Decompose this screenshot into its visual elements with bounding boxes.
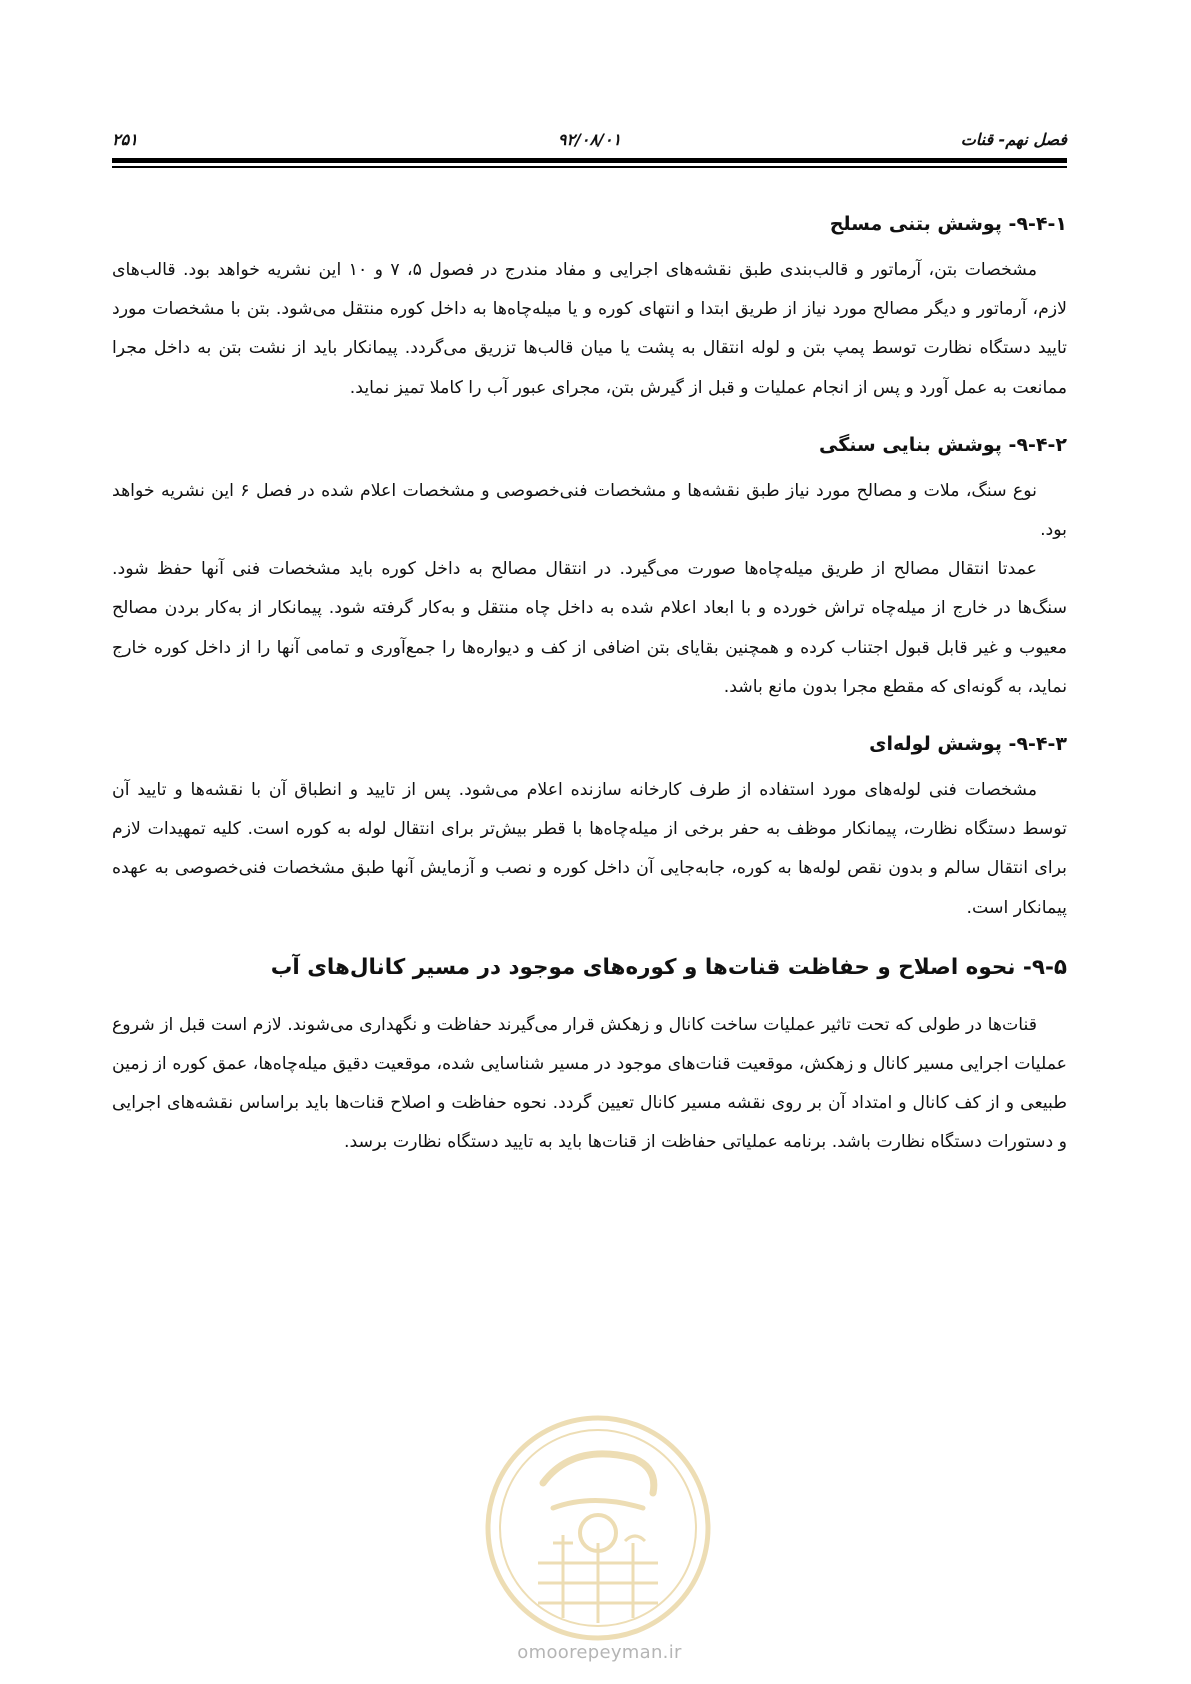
watermark-site-url: omoorepeyman.ir: [517, 1642, 682, 1663]
paragraph: مشخصات فنی لوله‌های مورد استفاده از طرف کارخانه سازنده اعلام می‌شود. پس از تایید و انطباق آن با نقشه‌ها و تایید آن توسط دستگاه نظارت، پیمانکار موظف به حفر برخی از میله‌چاه‌ها با قطر بیش‌تر برای انتقال لوله به کوره است. کلیه تمهیدات لازم برای انتقال سالم و بدون نقص لوله‌ها به کوره، جابه‌جایی آن داخل کوره و نصب و آزمایش آنها طبق مشخصات فنی‌خصوصی به عهده پیمانکار است.: [112, 780, 1067, 918]
section-heading-9-4-3: ۹-۴-۳- پوشش لوله‌ای: [869, 733, 1067, 756]
section-heading-9-5: ۹-۵- نحوه اصلاح و حفاظت قنات‌ها و کوره‌های موجود در مسیر کانال‌های آب: [270, 954, 1067, 980]
page-number: ۲۵۱: [112, 130, 138, 149]
section-heading-9-4-1: ۹-۴-۱- پوشش بتنی مسلح: [829, 213, 1067, 235]
publication-date: ۹۲/۰۸/۰۱: [557, 130, 622, 149]
paragraph: نوع سنگ، ملات و مصالح مورد نیاز طبق نقشه‌ها و مشخصات فنی‌خصوصی و مشخصات اعلام شده در فصل ۶ این نشریه خواهد بود.: [112, 480, 1067, 541]
paragraph: مشخصات بتن، آرماتور و قالب‌بندی طبق نقشه‌های اجرایی و مفاد مندرج در فصول ۵، ۷ و ۱۰ این نشریه خواهد بود. قالب‌های لازم، آرماتور و دیگر مصالح مورد نیاز از طریق ابتدا و انتهای کوره و یا میله‌چاه‌ها به داخل کوره منتقل می‌شود. بتن با مشخصات مورد تایید دستگاه نظارت توسط پمپ بتن و لوله انتقال به پشت یا میان قالب‌ها تزریق می‌گردد. پیمانکار باید از نشت بتن به داخل مجرا ممانعت به عمل آورد و پس از انجام عملیات و قبل از گیرش بتن، مجرای عبور آب را کاملا تمیز نماید.: [112, 260, 1067, 398]
section-heading-9-4-2: ۹-۴-۲- پوشش بنایی سنگی: [819, 433, 1067, 456]
paragraph: عمدتا انتقال مصالح از طریق میله‌چاه‌ها صورت می‌گیرد. در انتقال مصالح به داخل کوره باید مشخصات فنی آنها حفظ شود. سنگ‌ها در خارج از میله‌چاه تراش خورده و با ابعاد اعلام شده به داخل چاه منتقل و به‌کار گرفته شود. پیمانکار از به‌کار بردن مصالح معیوب و غیر قابل قبول اجتناب کرده و همچنین بقایای بتن اضافی از کف و دیواره‌ها را جمع‌آوری و تمامی آنها را از داخل کوره خارج نماید، به گونه‌ای که مقطع مجرا بدون مانع باشد.: [112, 559, 1067, 697]
chapter-title: فصل نهم- قنات: [960, 130, 1067, 149]
header-rule-thick: [112, 158, 1067, 163]
seal-watermark-icon: [483, 1413, 713, 1643]
page-header: [112, 128, 1067, 154]
paragraph: قنات‌ها در طولی که تحت تاثیر عملیات ساخت کانال و زهکش قرار می‌گیرند حفاظت و نگهداری می‌شوند. لازم است قبل از شروع عملیات اجرایی مسیر کانال و زهکش، موقعیت قنات‌های موجود در مسیر شناسایی شده، موقعیت دقیق میله‌چاه‌ها، عمق کوره از زمین طبیعی و از کف کانال و امتداد آن بر روی نقشه مسیر کانال تعیین گردد. نحوه حفاظت و اصلاح قنات‌ها باید براساس نقشه‌های اجرایی و دستورات دستگاه نظارت باشد. برنامه عملیاتی حفاظت از قنات‌ها باید به تایید دستگاه نظارت برسد.: [112, 1014, 1067, 1153]
header-rule-thin: [112, 166, 1067, 168]
page-body: [112, 207, 1067, 1163]
